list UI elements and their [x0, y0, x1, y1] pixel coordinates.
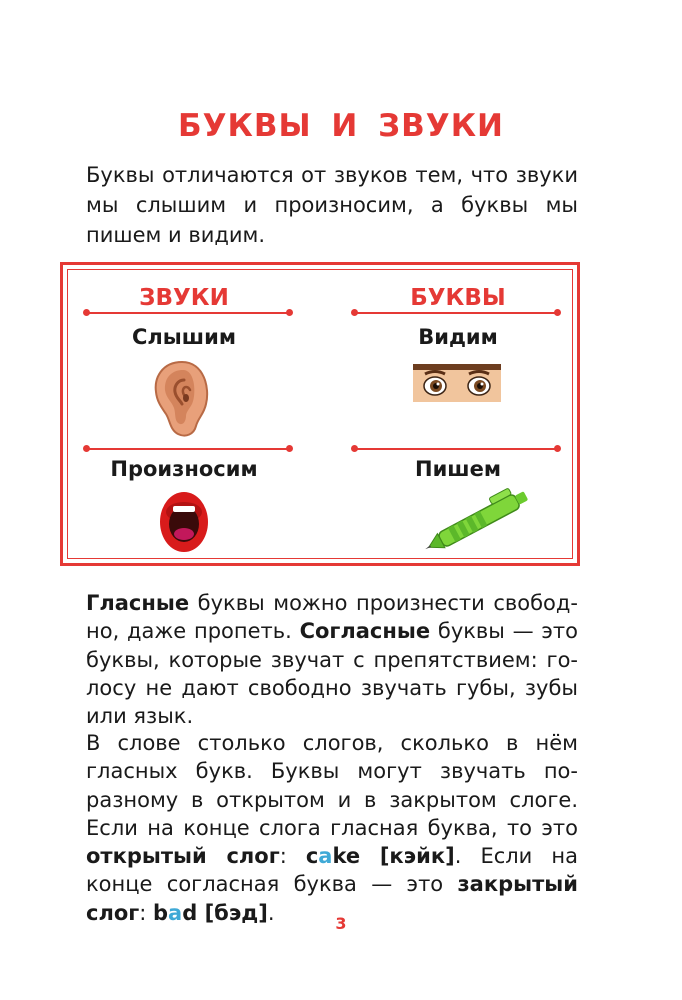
- sounds-mid-rule: [86, 448, 290, 450]
- vowels-term: Гласные: [86, 591, 190, 615]
- sounds-header: ЗВУКИ: [139, 285, 229, 311]
- write-label: Пишем: [415, 457, 501, 481]
- word-bad: bad: [153, 900, 198, 925]
- ear-icon: [150, 358, 214, 440]
- closed-syllable-term: закрытый слог: [86, 872, 578, 925]
- page-title: БУКВЫ И ЗВУКИ: [178, 108, 504, 144]
- eyes-icon: [413, 364, 501, 402]
- vowels-consonants-paragraph: Гласные буквы можно произнести свободно, даже пропеть. Согласные буквы — это буквы, которые звучат с препятствием: голосу не дают свободно звучать губы, зубы или язык.: [86, 591, 578, 729]
- pen-icon: [418, 488, 542, 552]
- pronounce-label: Произносим: [110, 457, 258, 481]
- open-syllable-term: открытый слог: [86, 844, 280, 869]
- hear-label: Слышим: [132, 325, 236, 349]
- page-number: 3: [335, 914, 347, 933]
- intro-text: Буквы отличаются от звуков тем, что звуки мы слышим и произносим, а буквы мы пишем и видим.: [86, 163, 578, 247]
- syllables-paragraph: В слове столько слогов, сколько в нём гласных букв. Буквы могут звучать по-разному в открытом и в закрытом слоге. Если на конце слога гласная буква, то это открытый слог: cake [кэйк]. Если на конце согласная буква — это закрытый слог: bad [бэд].: [86, 731, 578, 925]
- word-cake: cake: [305, 844, 361, 869]
- sounds-header-rule: [86, 312, 290, 314]
- consonants-term: Согласные: [299, 619, 431, 644]
- letters-header-rule: [354, 312, 558, 314]
- see-label: Видим: [418, 325, 498, 349]
- mouth-icon: [158, 490, 210, 554]
- letters-header: БУКВЫ: [410, 285, 506, 311]
- letters-mid-rule: [354, 448, 558, 450]
